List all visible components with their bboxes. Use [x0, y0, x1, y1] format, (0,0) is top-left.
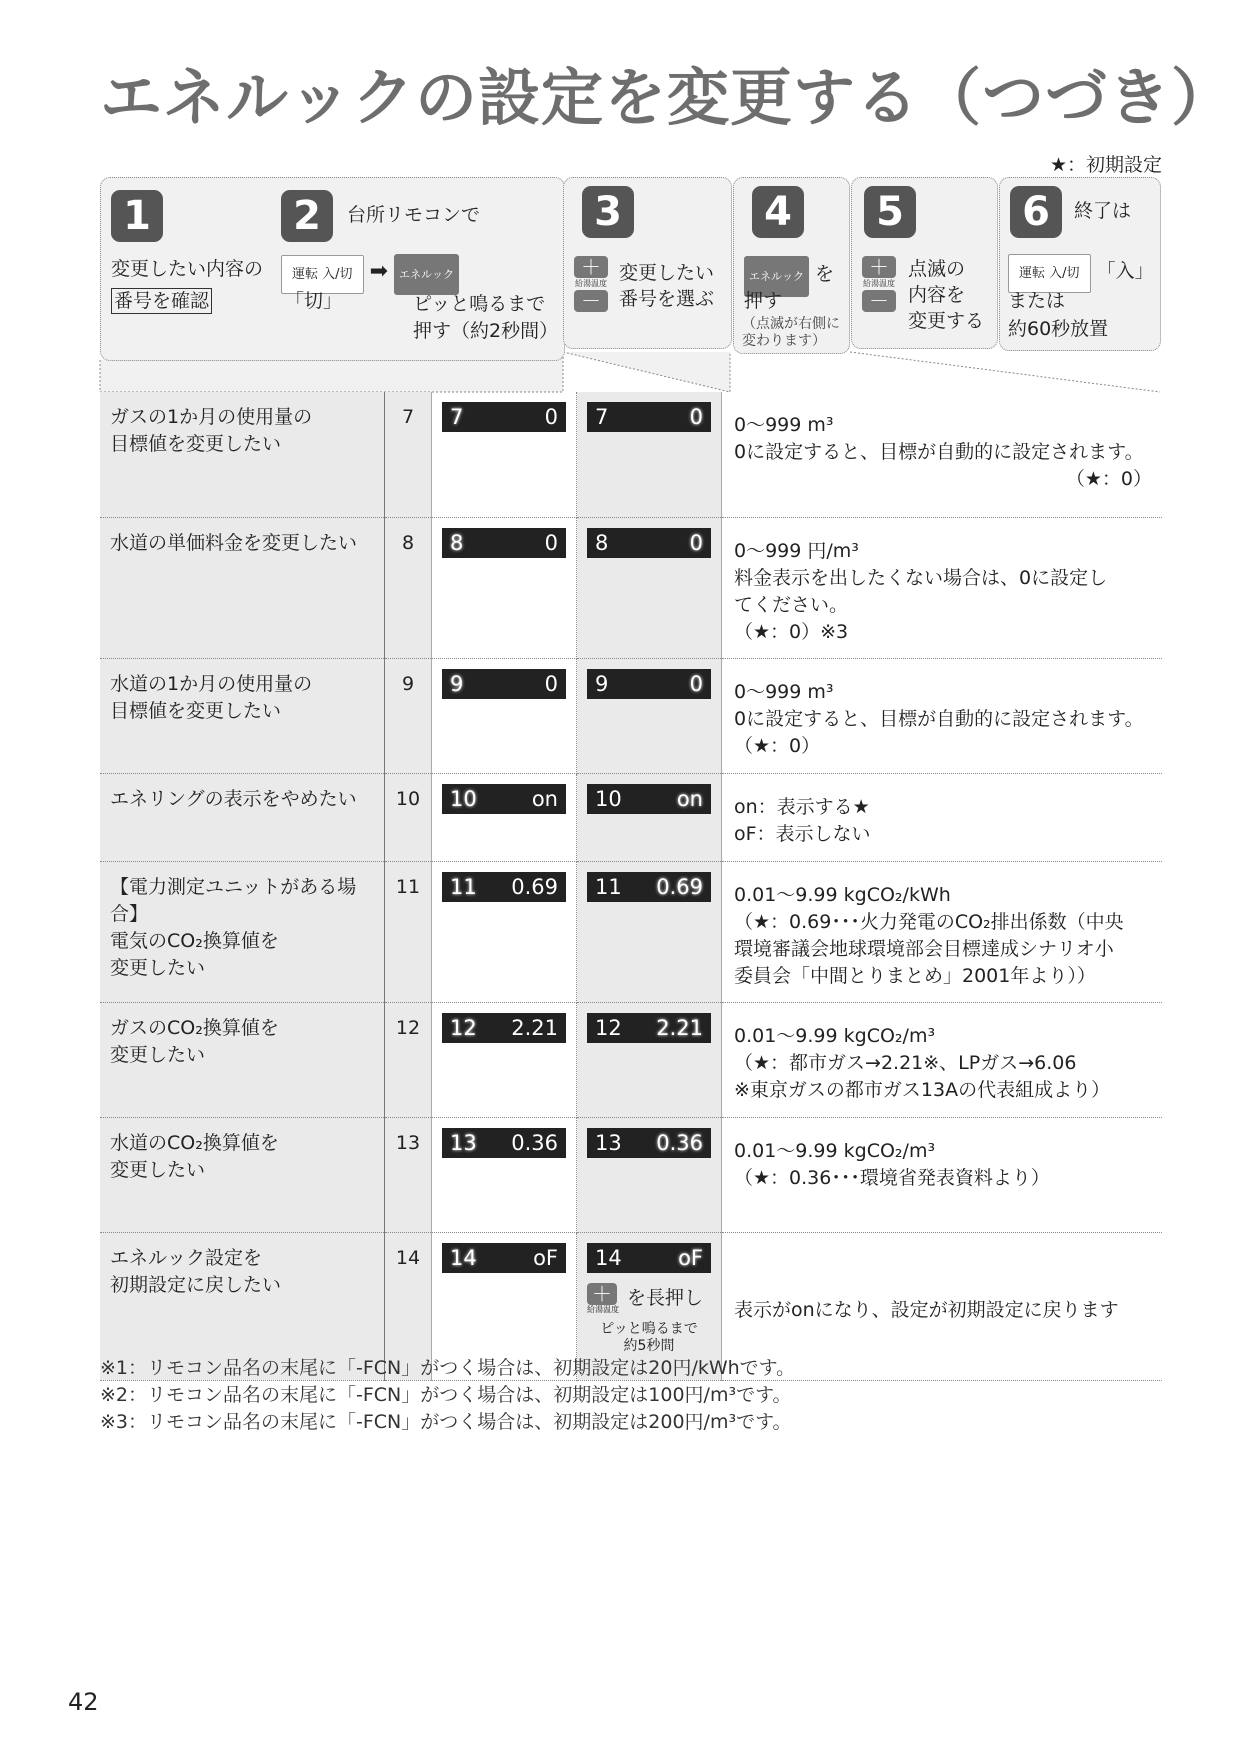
row-note-line: 表示がonになり、設定が初期設定に戻ります	[734, 1298, 1119, 1321]
display-value: 0	[544, 530, 558, 555]
display-number: 9	[450, 671, 464, 696]
hold-text: を長押し	[627, 1287, 704, 1309]
step-box-6	[999, 177, 1161, 351]
display-value: 0	[544, 405, 558, 429]
step-3-line2: 番号を選ぶ	[619, 288, 715, 310]
step-2-line1: ピッと鳴るまで	[413, 293, 546, 315]
display-value: 0.69	[511, 874, 558, 899]
row-note-line: 0～999 m³	[734, 680, 834, 703]
step-box-5	[851, 177, 998, 349]
footnote-3: ※3：リモコン品名の末尾に「-FCN」がつく場合は、初期設定は200円/m³です。	[100, 1411, 792, 1433]
row-note	[722, 773, 1163, 861]
minus-icon: －	[574, 290, 608, 312]
step-6-number: 6	[1010, 186, 1062, 238]
display-value: 0.69	[656, 874, 703, 899]
row-note-line: 料金表示を出したくない場合は、0に設定し	[734, 566, 1108, 589]
row-description	[100, 1117, 385, 1232]
table-row	[100, 392, 1162, 517]
row-desc-line: 変更したい	[110, 1158, 206, 1181]
row-note	[722, 1002, 1163, 1117]
row-note	[722, 517, 1163, 658]
step-4-number: 4	[752, 186, 804, 238]
display-number: 10	[450, 786, 477, 811]
remote-power-button: 運転 入/切	[281, 255, 364, 294]
display-panel	[442, 1243, 566, 1273]
table-row	[100, 658, 1162, 773]
row-desc-line: 目標値を変更したい	[110, 433, 282, 455]
row-note-line: 0～999 円/m³	[734, 539, 859, 562]
row-note-line: 0～999 m³	[734, 414, 834, 436]
footnote-1: ※1：リモコン品名の末尾に「-FCN」がつく場合は、初期設定は20円/kWhです。	[100, 1357, 796, 1379]
step-6-head: 終了は	[1074, 200, 1132, 222]
row-desc-line: 変更したい	[110, 1043, 206, 1066]
display-panel	[587, 402, 711, 432]
display-number: 12	[595, 1015, 622, 1040]
step-5-number: 5	[864, 186, 916, 238]
hold-instruction	[587, 1283, 711, 1315]
row-description	[100, 392, 385, 517]
temp-label: 給湯温度	[587, 1304, 619, 1314]
table-row	[100, 773, 1162, 861]
row-note-line: on：表示する★	[734, 795, 870, 818]
display-value: on	[676, 786, 703, 811]
row-description	[100, 658, 385, 773]
display-panel	[442, 669, 566, 699]
row-note-line: ※東京ガスの都市ガス13Aの代表組成より）	[734, 1078, 1111, 1101]
row-note-right: （★：0）	[1065, 468, 1152, 490]
display-panel	[587, 669, 711, 699]
display-step5	[577, 773, 722, 861]
table-row	[100, 861, 1162, 1002]
row-number: 12	[385, 1002, 432, 1117]
display-number: 8	[595, 530, 609, 555]
row-note-line: （★：0）※3	[734, 620, 849, 643]
step-1-line1: 変更したい内容の	[111, 258, 264, 280]
display-panel	[442, 872, 566, 902]
enelook-button: エネルック	[744, 256, 809, 297]
display-value: 0	[689, 405, 703, 429]
row-note-line: 0.01～9.99 kgCO₂/kWh	[734, 883, 951, 906]
row-desc-line: 初期設定に戻したい	[110, 1273, 282, 1296]
display-number: 14	[450, 1245, 477, 1270]
display-step5	[577, 1117, 722, 1232]
display-step5	[577, 392, 722, 517]
row-desc-line: 【電力測定ユニットがある場合】	[110, 875, 357, 925]
row-desc-line: ガスのCO₂換算値を	[110, 1016, 279, 1039]
display-step5	[577, 1002, 722, 1117]
display-panel	[587, 1128, 711, 1158]
row-desc-line: 変更したい	[110, 956, 206, 979]
hold-paren-line1: ピッと鳴るまで	[600, 1320, 698, 1337]
step-5-line3: 変更する	[908, 310, 985, 332]
display-value: on	[531, 786, 558, 811]
display-number: 14	[595, 1245, 622, 1270]
row-note-line: 0に設定すると、目標が自動的に設定されます。	[734, 707, 1144, 730]
plus-icon: ＋	[862, 256, 896, 278]
step-2-number: 2	[281, 190, 333, 242]
temp-label: 給湯温度	[575, 279, 607, 288]
row-note-line: 0に設定すると、目標が自動的に設定されます。	[734, 441, 1144, 463]
display-value: 0	[689, 530, 703, 555]
row-desc-line: 目標値を変更したい	[110, 699, 282, 722]
row-note-line: てください。	[734, 593, 849, 616]
display-number: 13	[450, 1130, 477, 1155]
step-box-4	[733, 177, 850, 354]
step-box-3	[563, 177, 732, 349]
remote-power-button: 運転 入/切	[1008, 254, 1091, 293]
step-1-number: 1	[111, 190, 163, 242]
enelook-button: エネルック	[394, 254, 459, 295]
settings-table	[100, 392, 1162, 1381]
legend-initial-setting: ★：初期設定	[1049, 154, 1162, 176]
page-number: 42	[68, 1688, 99, 1716]
arrow-right-icon: ➡	[369, 259, 388, 284]
step-3-temp-buttons	[574, 256, 608, 312]
footnotes	[100, 1355, 795, 1436]
hold-paren-line2: 約5秒間	[623, 1337, 675, 1354]
row-note-line: 0.01～9.99 kgCO₂/m³	[734, 1024, 936, 1047]
temp-button	[587, 1283, 619, 1315]
display-step3	[432, 1117, 577, 1232]
display-step3	[432, 392, 577, 517]
display-panel	[587, 872, 711, 902]
display-panel	[587, 1013, 711, 1043]
display-panel	[442, 784, 566, 814]
step-2-off: 「切」	[285, 290, 343, 312]
display-panel	[587, 528, 711, 558]
display-value: 0.36	[511, 1130, 558, 1155]
row-number: 7	[385, 392, 432, 517]
display-number: 7	[595, 405, 609, 429]
row-desc-line: 水道の単価料金を変更したい	[110, 531, 358, 554]
row-note	[722, 392, 1163, 517]
step-2-head: 台所リモコンで	[347, 204, 481, 226]
display-panel	[587, 784, 711, 814]
row-description	[100, 773, 385, 861]
row-number: 13	[385, 1117, 432, 1232]
display-panel	[587, 1243, 711, 1273]
temp-label: 給湯温度	[863, 279, 895, 288]
step-box-1-2	[100, 177, 565, 361]
display-step3	[432, 517, 577, 658]
display-step3	[432, 861, 577, 1002]
row-note-line: （★：0.36･･･環境省発表資料より）	[734, 1166, 1050, 1189]
row-desc-line: ガスの1か月の使用量の	[110, 406, 313, 428]
row-note	[722, 1117, 1163, 1232]
row-note-line: （★：0.69･･･火力発電のCO₂排出係数（中央	[734, 910, 1124, 933]
display-number: 7	[450, 405, 464, 429]
row-desc-line: 電気のCO₂換算値を	[110, 929, 279, 952]
step-5-temp-buttons	[862, 256, 896, 312]
display-step5	[577, 861, 722, 1002]
table-row	[100, 1117, 1162, 1232]
display-panel	[442, 528, 566, 558]
display-panel	[442, 1128, 566, 1158]
step-3-line1: 変更したい	[619, 262, 715, 284]
page-title: エネルックの設定を変更する（つづき）	[100, 61, 1235, 134]
hold-paren	[587, 1321, 711, 1355]
row-note-line: 環境審議会地球環境部会目標達成シナリオ小	[734, 937, 1114, 960]
row-note-line: 0.01～9.99 kgCO₂/m³	[734, 1139, 936, 1162]
display-panel	[442, 402, 566, 432]
row-note	[722, 658, 1163, 773]
display-value: 0	[544, 671, 558, 696]
display-value: 0	[689, 671, 703, 696]
row-description	[100, 1002, 385, 1117]
display-number: 11	[450, 874, 477, 899]
step-6-on: 「入」	[1096, 260, 1154, 282]
step-4-line2: 押す	[744, 290, 783, 312]
footnote-2: ※2：リモコン品名の末尾に「-FCN」がつく場合は、初期設定は100円/m³です。	[100, 1384, 792, 1406]
row-note-line: （★：0）	[734, 734, 821, 757]
display-number: 10	[595, 786, 622, 811]
display-value: 0.36	[656, 1130, 703, 1155]
display-value: 2.21	[656, 1015, 703, 1040]
display-step3	[432, 658, 577, 773]
row-note-line: 委員会「中間とりまとめ」2001年より））	[734, 964, 1096, 987]
step-6-line2: 約60秒放置	[1008, 318, 1109, 340]
step-4-note1: （点滅が右側に	[742, 316, 840, 332]
row-desc-line: 水道のCO₂換算値を	[110, 1131, 279, 1154]
row-note-line: oF：表示しない	[734, 822, 871, 845]
step-2-line2: 押す（約2秒間）	[413, 320, 559, 342]
row-desc-line: エネリングの表示をやめたい	[110, 787, 357, 810]
plus-icon: ＋	[587, 1283, 617, 1305]
display-step5	[577, 658, 722, 773]
row-description	[100, 517, 385, 658]
row-note-line: （★：都市ガス→2.21※、LPガス→6.06	[734, 1051, 1077, 1074]
step-4-line1: を	[815, 263, 835, 285]
display-number: 12	[450, 1015, 477, 1040]
display-panel	[442, 1013, 566, 1043]
display-step3	[432, 773, 577, 861]
step-5-line1: 点滅の	[908, 258, 966, 280]
row-number: 9	[385, 658, 432, 773]
row-note	[722, 861, 1163, 1002]
step-1-line2: 番号を確認	[111, 288, 212, 314]
row-number: 8	[385, 517, 432, 658]
display-number: 9	[595, 671, 609, 696]
step-5-line2: 内容を	[908, 284, 966, 306]
display-value: oF	[533, 1245, 558, 1270]
step-3-number: 3	[582, 186, 634, 238]
row-desc-line: エネルック設定を	[110, 1246, 263, 1269]
display-number: 8	[450, 530, 464, 555]
table-row	[100, 1002, 1162, 1117]
display-step3	[432, 1002, 577, 1117]
row-number: 14	[385, 1232, 432, 1380]
minus-icon: －	[862, 290, 896, 312]
row-number: 11	[385, 861, 432, 1002]
row-desc-line: 水道の1か月の使用量の	[110, 672, 313, 695]
display-number: 11	[595, 874, 622, 899]
plus-icon: ＋	[574, 256, 608, 278]
display-number: 13	[595, 1130, 622, 1155]
row-number: 10	[385, 773, 432, 861]
row-description	[100, 861, 385, 1002]
display-value: oF	[678, 1245, 703, 1270]
table-row	[100, 517, 1162, 658]
display-value: 2.21	[511, 1015, 558, 1040]
display-step5	[577, 517, 722, 658]
step-6-line1: または	[1008, 290, 1066, 312]
step-4-note2: 変わります）	[742, 333, 826, 349]
